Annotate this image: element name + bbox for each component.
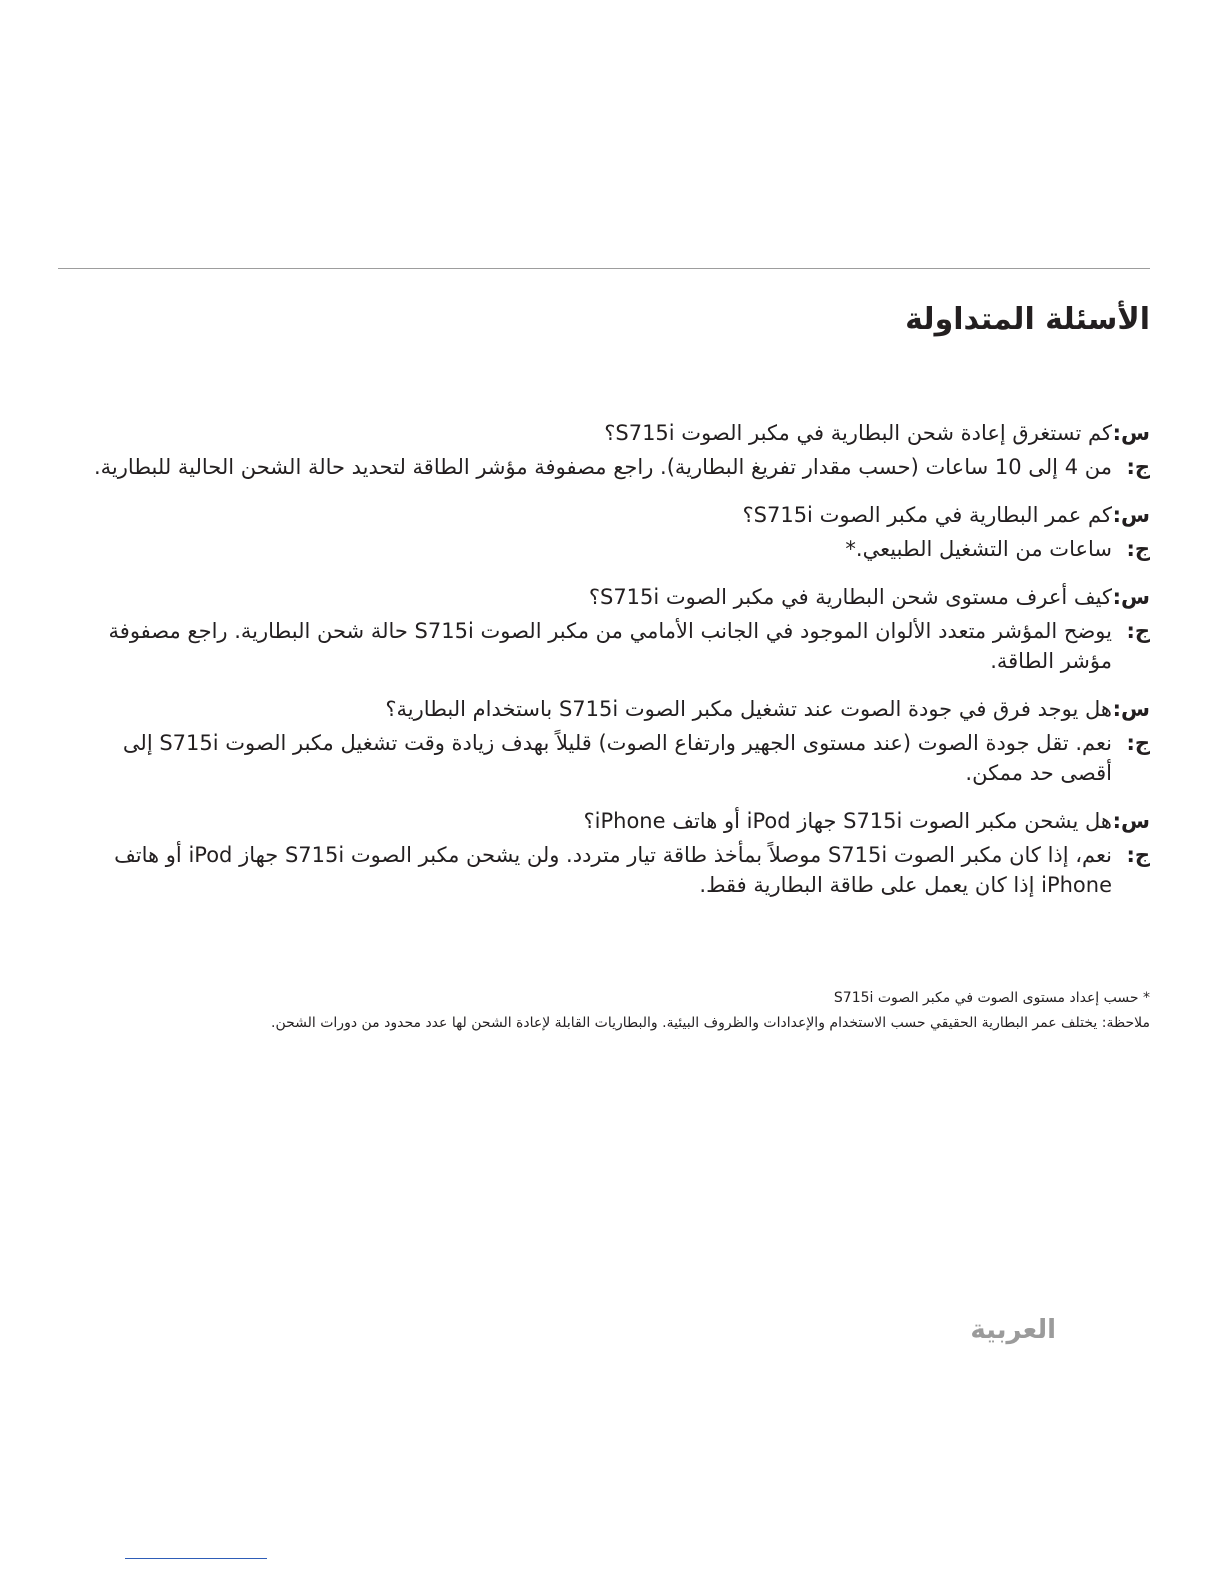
footer-divider	[125, 1558, 267, 1559]
question-text: هل يشحن مكبر الصوت S715i جهاز iPod أو هاتف iPhone؟	[583, 809, 1112, 833]
question-row	[80, 806, 1150, 836]
answer-text: من 4 إلى 10 ساعات (حسب مقدار تفريغ البطارية). راجع مصفوفة مؤشر الطاقة لتحديد حالة الشحن الحالية للبطارية.	[94, 455, 1112, 479]
footnotes	[74, 986, 1150, 1036]
answer-row	[80, 534, 1150, 564]
answer-text: نعم، إذا كان مكبر الصوت S715i موصلاً بمأخذ طاقة تيار متردد. ولن يشحن مكبر الصوت S715i جهاز iPod أو هاتف iPhone إذا كان يعمل على طاقة البطارية فقط.	[114, 843, 1112, 897]
answer-marker: ج:	[1126, 619, 1150, 643]
question-marker: س:	[1112, 809, 1150, 833]
faq-item	[80, 582, 1150, 676]
question-row	[80, 500, 1150, 530]
answer-row	[80, 616, 1150, 676]
answer-marker: ج:	[1126, 731, 1150, 755]
answer-marker: ج:	[1126, 537, 1150, 561]
question-text: كم عمر البطارية في مكبر الصوت S715i؟	[742, 503, 1112, 527]
question-marker: س:	[1112, 585, 1150, 609]
question-row	[80, 418, 1150, 448]
answer-row	[80, 452, 1150, 482]
question-text: كيف أعرف مستوى شحن البطارية في مكبر الصوت S715i؟	[588, 585, 1112, 609]
faq-item	[80, 418, 1150, 482]
language-label: العربية	[970, 1315, 1056, 1345]
faq-item	[80, 500, 1150, 564]
question-text: كم تستغرق إعادة شحن البطارية في مكبر الصوت S715i؟	[604, 421, 1112, 445]
question-marker: س:	[1112, 697, 1150, 721]
answer-text: يوضح المؤشر متعدد الألوان الموجود في الجانب الأمامي من مكبر الصوت S715i حالة شحن البطارية. راجع مصفوفة مؤشر الطاقة.	[108, 619, 1112, 673]
header-divider	[58, 268, 1150, 269]
asterisk-footnote: * حسب إعداد مستوى الصوت في مكبر الصوت S715i	[833, 990, 1150, 1006]
battery-note: ملاحظة: يختلف عمر البطارية الحقيقي حسب الاستخدام والإعدادات والظروف البيئية. والبطاريات القابلة لإعادة الشحن لها عدد محدود من دورات الشحن.	[271, 1015, 1150, 1031]
faq-item	[80, 806, 1150, 900]
answer-row	[80, 840, 1150, 900]
answer-marker: ج:	[1126, 455, 1150, 479]
question-marker: س:	[1112, 421, 1150, 445]
faq-item	[80, 694, 1150, 788]
question-row	[80, 582, 1150, 612]
question-row	[80, 694, 1150, 724]
faq-list	[80, 418, 1150, 918]
answer-text: نعم. تقل جودة الصوت (عند مستوى الجهير وارتفاع الصوت) قليلاً بهدف زيادة وقت تشغيل مكبر الصوت S715i إلى أقصى حد ممكن.	[122, 731, 1112, 785]
answer-row	[80, 728, 1150, 788]
answer-marker: ج:	[1126, 843, 1150, 867]
question-marker: س:	[1112, 503, 1150, 527]
page-title: الأسئلة المتداولة	[905, 302, 1150, 337]
answer-text: ساعات من التشغيل الطبيعي.*	[845, 537, 1112, 561]
question-text: هل يوجد فرق في جودة الصوت عند تشغيل مكبر الصوت S715i باستخدام البطارية؟	[385, 697, 1112, 721]
